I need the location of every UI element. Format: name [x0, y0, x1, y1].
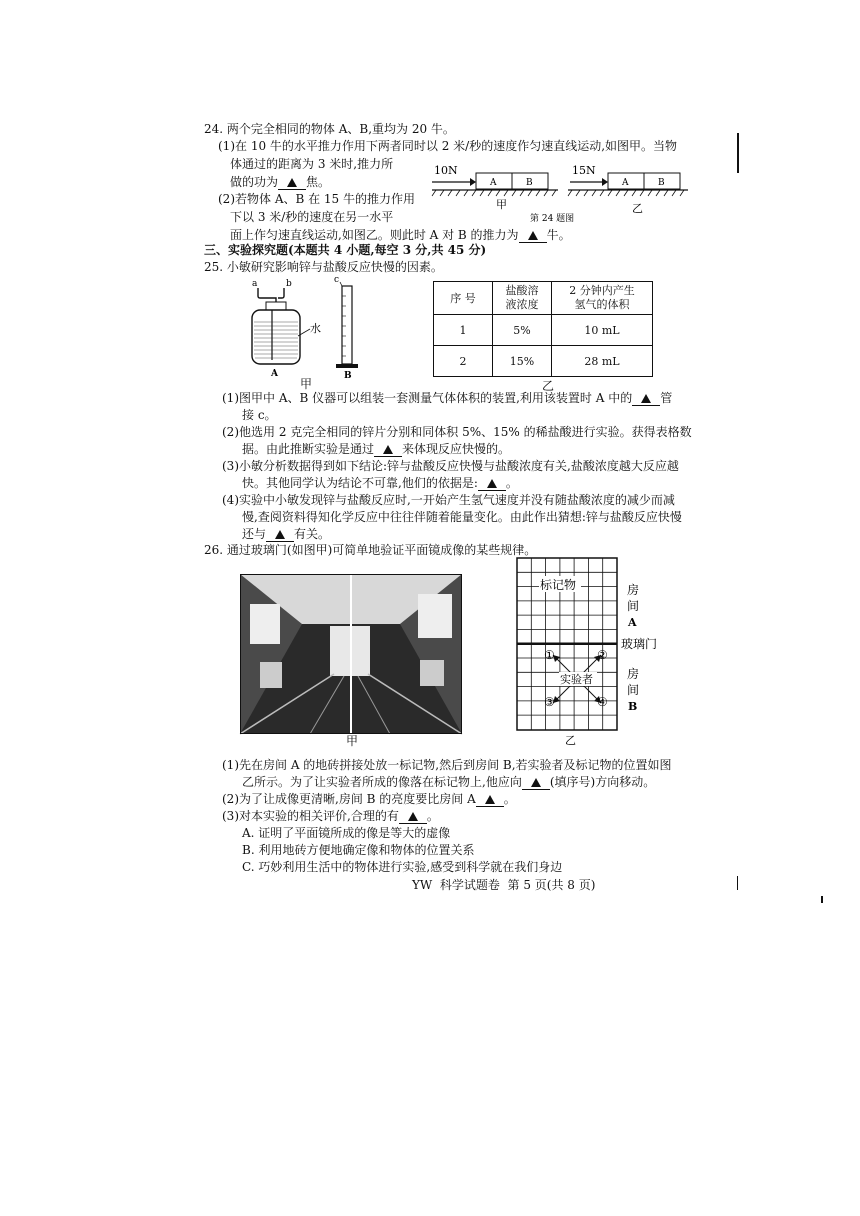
answer-blank[interactable]: [478, 476, 506, 491]
table-row: [434, 346, 653, 377]
q25-stem: 25. 小敏研究影响锌与盐酸反应快慢的因素。: [204, 260, 443, 274]
block-a-label: A: [490, 178, 497, 188]
cylinder-base: [336, 364, 358, 368]
scan-edge-mark: [821, 896, 823, 903]
q26-p1-end: (填序号)方向移动。: [549, 775, 656, 789]
q26-option-c: C. 巧妙利用生活中的物体进行实验,感受到科学就在我们身边: [242, 860, 563, 874]
answer-triangle-icon: [528, 231, 538, 240]
bottle-stopper: [266, 302, 286, 310]
q24-part2-line2: 下以 3 米/秒的速度在另一水平: [230, 210, 394, 224]
block-b-label: B: [526, 178, 533, 188]
tube-c-label: c: [334, 275, 340, 285]
q25-part3-line1: (3)小敏分析数据得到如下结论:锌与盐酸反应快慢与盐酸浓度有关,盐酸浓度越大反应越: [222, 459, 679, 473]
room-a-label: 间: [627, 599, 640, 613]
room-a-label: 房: [627, 583, 640, 597]
apparatus-a-label: A: [271, 369, 278, 379]
fig-label-yi: 乙: [632, 202, 643, 215]
fig-label-jia: 甲: [346, 734, 359, 748]
answer-blank[interactable]: [522, 775, 550, 790]
table-header-cell: 序 号: [434, 282, 493, 315]
answer-blank[interactable]: [399, 809, 427, 824]
answer-triangle-icon: [275, 530, 285, 539]
q26-option-b: B. 利用地砖方便地确定像和物体的位置关系: [242, 843, 475, 857]
floor-grid-figure: [517, 558, 677, 747]
arrow-head-icon: [470, 178, 476, 186]
scan-edge-mark: [737, 876, 738, 890]
room-a-label: A: [628, 616, 637, 629]
answer-blank[interactable]: [476, 792, 504, 807]
tube-b-label: b: [286, 279, 292, 289]
fig-jia: [432, 164, 558, 211]
wall-panel: [420, 660, 444, 686]
gas-bottle: [252, 310, 300, 364]
q25-p3-text: 快。其他同学认为结论不可靠,他们的依据是:: [242, 476, 478, 490]
answer-blank[interactable]: [266, 527, 294, 542]
q25-part4-line1: (4)实验中小敏发现锌与盐酸反应时,一开始产生氢气速度并没有随盐酸浓度的减少而减: [222, 493, 675, 507]
q26-p2-end: 。: [503, 792, 516, 806]
q25-part3-line2: [242, 475, 518, 492]
force-label-15n: 15N: [572, 164, 596, 177]
table-cell: 28 mL: [552, 346, 653, 377]
q24-p2-unit: 牛。: [546, 228, 571, 242]
direction-1-label: ①: [544, 648, 555, 662]
table-cell: 15%: [493, 346, 552, 377]
q25-p1-end: 管: [660, 391, 673, 405]
q26-part1-line2: [242, 774, 655, 791]
table-header-cell: 2 分钟内产生 氢气的体积: [552, 282, 653, 315]
ground-hatch: [432, 190, 556, 196]
q25-p3-end: 。: [505, 476, 518, 490]
scan-edge-mark: [737, 133, 739, 173]
q25-part1-line1: [222, 390, 672, 407]
q25-apparatus-figure: [238, 274, 378, 389]
page-footer: YW 科学试题卷 第 5 页(共 8 页): [412, 878, 596, 892]
room-b-label: 间: [627, 683, 640, 697]
q24-p1-text: 做的功为: [230, 175, 279, 189]
wall-panel: [418, 594, 452, 638]
q24-figure: [430, 160, 690, 222]
answer-triangle-icon: [487, 479, 497, 488]
experimenter-label: 实验者: [560, 673, 593, 686]
apparatus-b-label: B: [344, 371, 352, 381]
q26-p2-text: (2)为了让成像更清晰,房间 B 的亮度要比房间 A: [222, 792, 476, 806]
answer-triangle-icon: [383, 445, 393, 454]
q25-p4-end: 有关。: [294, 527, 331, 541]
fig-yi: [568, 164, 688, 215]
q26-part2: [222, 791, 516, 808]
q24-part2-line1: (2)若物体 A、B 在 15 牛的推力作用: [218, 192, 416, 206]
q25-p2-text: 据。由此推断实验是通过: [242, 442, 375, 456]
fig-label-yi: 乙: [565, 734, 576, 747]
answer-triangle-icon: [408, 812, 418, 821]
direction-2-label: ②: [597, 648, 608, 662]
block-a-label: A: [622, 178, 629, 188]
answer-blank[interactable]: [632, 391, 660, 406]
q25-p2-end: 来体现反应快慢的。: [402, 442, 511, 456]
answer-triangle-icon: [531, 778, 541, 787]
table-header-cell: 盐酸溶 液浓度: [493, 282, 552, 315]
table-cell: 2: [434, 346, 493, 377]
q24-part1-line2: 体通过的距离为 3 米时,推力所: [230, 157, 394, 171]
section-heading: 三、实验探究题(本题共 4 小题,每空 3 分,共 45 分): [204, 243, 487, 257]
answer-triangle-icon: [641, 394, 651, 403]
water-label: 水: [310, 322, 321, 335]
q25-part2-line2: [242, 441, 510, 458]
room-b-label: 房: [627, 667, 640, 681]
fig-label-yi: 乙: [542, 379, 555, 393]
fig-label-jia: 甲: [496, 198, 507, 211]
answer-blank[interactable]: [519, 228, 547, 243]
q25-part2-line1: (2)他选用 2 克完全相同的锌片分别和同体积 5%、15% 的稀盐酸进行实验。获得表格数: [222, 425, 692, 439]
answer-blank[interactable]: [278, 175, 306, 190]
answer-blank[interactable]: [374, 442, 402, 457]
q24-stem: 24. 两个完全相同的物体 A、B,重均为 20 牛。: [204, 122, 455, 136]
q25-p1-text: (1)图甲中 A、B 仪器可以组装一套测量气体体积的装置,利用该装置时 A 中的: [222, 391, 633, 405]
q26-stem: 26. 通过玻璃门(如图甲)可简单地验证平面镜成像的某些规律。: [204, 543, 537, 557]
table-cell: 5%: [493, 315, 552, 346]
q26-option-a: A. 证明了平面镜所成的像是等大的虚像: [242, 826, 451, 840]
q26-p1-text: 乙所示。为了让实验者所成的像落在标记物上,他应向: [242, 775, 522, 789]
q25-part1-line2: 接 c。: [242, 408, 277, 422]
block-b-label: B: [658, 178, 665, 188]
q26-p3-end: 。: [426, 809, 439, 823]
q25-data-table: [433, 281, 653, 377]
fig-label-jia: 甲: [300, 377, 313, 391]
glass-door-label: 玻璃门: [621, 637, 658, 651]
wall-panel: [250, 604, 280, 644]
table-cell: 10 mL: [552, 315, 653, 346]
q26-part1-line1: (1)先在房间 A 的地砖拼接处放一标记物,然后到房间 B,若实验者及标记物的位置如图: [222, 758, 672, 772]
q24-p2-text: 面上作匀速直线运动,如图乙。则此时 A 对 B 的推力为: [230, 228, 519, 242]
q24-part1-line1: (1)在 10 牛的水平推力作用下两者同时以 2 米/秒的速度作匀速直线运动,如图甲。当物: [218, 139, 678, 153]
marker-label: 标记物: [540, 578, 577, 592]
direction-3-label: ③: [544, 695, 555, 709]
arrow-head-icon: [602, 178, 608, 186]
ground-hatch: [568, 190, 684, 196]
glass-door-photo: [240, 574, 462, 734]
q24-part1-line3: [230, 174, 330, 191]
tube-a-label: a: [252, 279, 258, 289]
answer-triangle-icon: [485, 795, 495, 804]
table-header-row: [434, 282, 653, 315]
answer-triangle-icon: [287, 178, 297, 187]
q24-p1-unit: 焦。: [306, 175, 331, 189]
room-b-label: B: [628, 700, 638, 713]
q26-part3: [222, 808, 439, 825]
force-label-10n: 10N: [434, 164, 458, 177]
leader-line: [340, 282, 342, 286]
q26-p3-text: (3)对本实验的相关评价,合理的有: [222, 809, 399, 823]
measuring-cylinder: [342, 286, 352, 364]
fig-caption: 第 24 题图: [530, 214, 575, 224]
direction-4-label: ④: [597, 695, 608, 709]
wall-panel: [260, 662, 282, 688]
q25-part4-line3: [242, 526, 330, 543]
q25-part4-line2: 慢,查阅资料得知化学反应中往往伴随着能量变化。由此作出猜想:锌与盐酸反应快慢: [242, 510, 682, 524]
table-row: [434, 315, 653, 346]
q25-p4-text: 还与: [242, 527, 267, 541]
table-cell: 1: [434, 315, 493, 346]
